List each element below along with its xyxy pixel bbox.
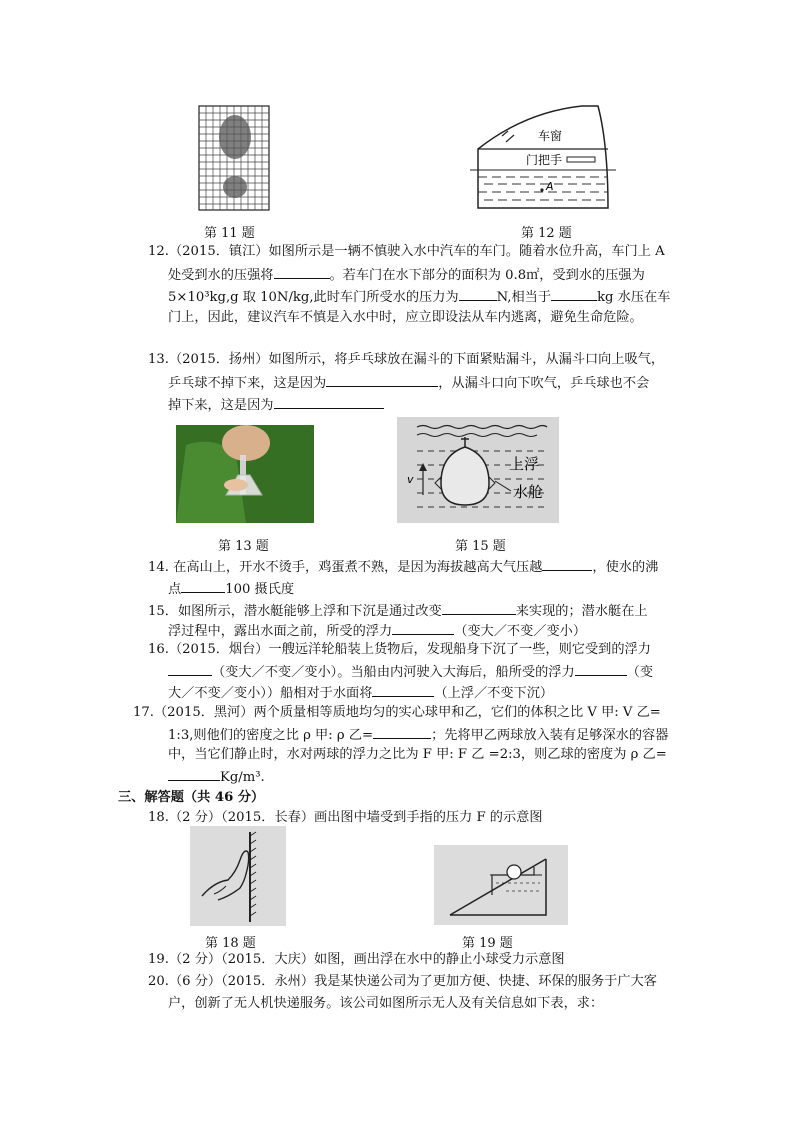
figure-18-photo — [190, 826, 286, 926]
handle-label: 门把手 — [526, 153, 563, 167]
figure-19-caption: 第 19 题 — [462, 936, 513, 951]
q17-line2: 1:3,则他们的密度之比 ρ 甲: ρ 乙= ；先将甲乙两球放入装有足够深水的容器 — [168, 724, 668, 746]
finger-wall-diagram — [190, 826, 286, 926]
q17-blank-2[interactable] — [168, 766, 220, 781]
figure-13-caption: 第 13 题 — [218, 539, 269, 554]
rise-label: 上浮 — [509, 455, 540, 473]
q15-line2: 浮过程中，露出水面之前，所受的浮力 （变大／不变／变小） — [168, 620, 586, 642]
q16-line1: 16.（2015．烟台）一艘远洋轮船装上货物后，发现船身下沉了一些，则它受到的浮力 — [148, 642, 651, 657]
q13-line1: 13.（2015．扬州）如图所示，将乒乓球放在漏斗的下面紧贴漏斗，从漏斗口向上吸气， — [148, 352, 665, 367]
floating-ball-diagram — [434, 845, 568, 925]
q14-blank-1[interactable] — [542, 556, 592, 571]
q15-blank-2[interactable] — [392, 620, 454, 635]
q13-blank-1[interactable] — [326, 372, 438, 387]
q19-text: 19.（2 分）（2015．大庆）如图，画出浮在水中的静止小球受力示意图 — [148, 952, 565, 967]
window-label: 车窗 — [538, 129, 563, 143]
q13-line2: 乒乓球不掉下来，这是因为 ，从漏斗口向下吹气，乒乓球也不会 — [168, 372, 649, 394]
q14-line1: 14. 在高山上，开水不烫手，鸡蛋煮不熟，是因为海拔越高大气压越 ，使水的沸 — [148, 556, 658, 578]
figure-15-caption: 第 15 题 — [455, 539, 506, 554]
grid-footprint-image — [198, 105, 270, 211]
q16-blank-1[interactable] — [168, 661, 212, 676]
figure-11 — [198, 105, 270, 211]
figure-12 — [470, 104, 616, 212]
figure-19-photo — [434, 845, 568, 925]
q15-line1: 15．如图所示，潜水艇能够上浮和下沉是通过改变 来实现的；潜水艇在上 — [148, 600, 648, 622]
q12-line3: 5×10³kg,g 取 10N/kg,此时车门所受水的压力为 N,相当于 kg 水压在车 — [168, 286, 670, 308]
figure-15-photo — [397, 417, 559, 523]
q16-blank-3[interactable] — [372, 682, 434, 697]
q12-blank-force[interactable] — [459, 286, 497, 301]
q18-text: 18.（2 分）（2015．长春）画出图中墙受到手指的压力 F 的示意图 — [148, 810, 543, 825]
q13-line3: 掉下来，这是因为 — [168, 394, 384, 416]
q16-line2: （变大／不变／变小）。当船由内河驶入大海后，船所受的浮力 （变 — [168, 661, 653, 683]
q14-line2: 点 100 摄氏度 — [168, 578, 294, 600]
car-door-diagram — [470, 104, 616, 212]
funnel-photo — [176, 425, 314, 523]
figure-12-caption: 第 12 题 — [521, 226, 572, 241]
q12-line1: 12.（2015．镇江）如图所示是一辆不慎驶入水中汽车的车门。随着水位升高，车门上 A — [148, 244, 665, 259]
q20-line1: 20.（6 分）（2015．永州）我是某快递公司为了更加方便、快捷、环保的服务于广大客 — [148, 974, 657, 989]
q17-line1: 17.（2015．黑河）两个质量相等质地均匀的实心球甲和乙，它们的体积之比 V 甲: V 乙= — [133, 705, 661, 720]
q17-line3: 中，当它们静止时，水对两球的浮力之比为 F 甲: F 乙 =2:3，则乙球的密度为 ρ 乙= — [168, 747, 667, 762]
point-a-label: A — [546, 180, 554, 193]
q17-line4: Kg/m³. — [168, 766, 265, 788]
figure-13-photo — [176, 425, 314, 523]
q16-blank-2[interactable] — [575, 661, 627, 676]
q12-line4: 门上，因此，建议汽车不慎是入水中时，应立即设法从车内逃离，避免生命危险。 — [168, 310, 643, 325]
velocity-label: v — [407, 473, 414, 486]
submarine-diagram — [397, 417, 559, 523]
q13-blank-2[interactable] — [274, 394, 384, 409]
tank-label: 水舱 — [513, 483, 544, 501]
q17-blank-1[interactable] — [373, 724, 431, 739]
section-3-title: 三、解答题（共 46 分） — [118, 790, 265, 805]
q16-line3: 大／不变／变小））船相对于水面将 （上浮／不变下沉） — [168, 682, 553, 704]
q12-blank-pressure[interactable] — [274, 264, 330, 279]
q12-blank-mass[interactable] — [551, 286, 597, 301]
figure-11-caption: 第 11 题 — [204, 226, 255, 241]
q12-line2: 处受到水的压强将 。若车门在水下部分的面积为 0.8㎡，受到水的压强为 — [168, 264, 645, 286]
figure-18-caption: 第 18 题 — [205, 936, 256, 951]
q14-blank-2[interactable] — [181, 578, 225, 593]
q20-line2: 户，创新了无人机快递服务。该公司如图所示无人及有关信息如下表，求： — [168, 996, 604, 1011]
q15-blank-1[interactable] — [442, 600, 516, 615]
